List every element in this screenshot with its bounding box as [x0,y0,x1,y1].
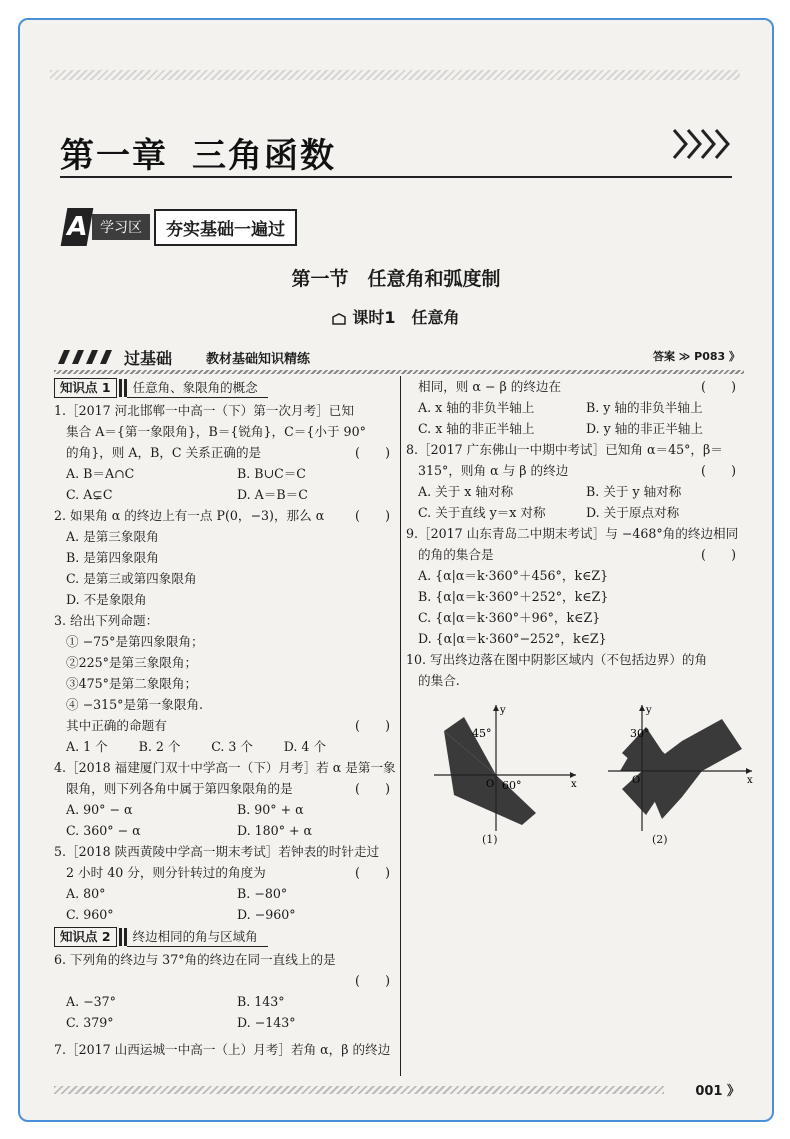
banner-subtitle: 教材基础知识精练 [206,352,311,367]
question-4: 4.［2018 福建厦门双十中学高一（下）月考］若 α 是第一象 限角，则下列各角中属于第四象限角的是 ( ) A. 90° − α B. 90° + α C. 360° − α D. 180° + α [54,760,396,838]
question-2: 2. 如果角 α 的终边上有一点 P(0，−3)，那么 α ( ) A. 是第三象限角 B. 是第四象限角 C. 是第三或第四象限角 D. 不是象限角 [54,508,390,607]
lesson-title: 课时1 任意角 [20,305,772,328]
banner-marks-icon [58,350,118,364]
fig2-origin: O [632,775,641,786]
question-8: 8.［2017 广东佛山一中期中考试］已知角 α＝45°，β＝ 315°，则角 α 与 β 的终边 ( ) A. 关于 x 轴对称 B. 关于 y 轴对称 C. 关于直线 y＝x 对称 D. 关于原点对称 [406,442,736,520]
question-5: 5.［2018 陕西黄陵中学高一期末考试］若钟表的时针走过 2 小时 40 分，则分针转过的角度为 ( ) A. 80° B. −80° C. 960° D. −960° [54,844,390,922]
fig1-origin: O [486,779,495,790]
fig1-angle-60: 60° [502,779,522,792]
question-7-start: 7.［2017 山西运城一中高一（上）月考］若角 α，β 的终边 [54,1042,391,1057]
fig1-angle-45: 45° [472,727,492,740]
practice-banner [54,344,744,368]
page-frame [18,18,774,1122]
fig2-y-label: y [646,705,652,716]
fig2-x-label: x [747,775,753,786]
zone-title: 夯实基础一遍过 [154,209,297,246]
column-divider [400,376,401,1076]
chapter-title: 第一章 三角函数 [60,136,336,176]
chapter-rule [60,176,732,178]
question-3: 3. 给出下列命题： ① −75°是第四象限角； ②225°是第三象限角； ③475°是第二象限角； ④ −315°是第一象限角. 其中正确的命题有 ( ) A. 1 个 B. 2 个 C. 3 个 D. 4 个 [54,613,390,754]
fig2-angle-30: 30° [630,727,650,740]
figure-2 [602,701,762,841]
page-number: 001 》 [695,1084,740,1099]
fig1-y-label: y [500,705,506,716]
knowledge-point-1: 知识点 1 任意角、象限角的概念 [54,378,268,398]
page-footer [54,1082,744,1099]
zone-tag: 学习区 [92,214,150,240]
question-6: 6. 下列角的终边与 37°角的终边在同一直线上的是 ( ) A. −37° B. 143° C. 379° D. −143° [54,952,390,1030]
question-1: 1.［2017 河北邯郸一中高一（下）第一次月考］已知 集合 A＝{第一象限角}，B＝{锐角}，C＝{小于 90° 的角}，则 A，B，C 关系正确的是 ( ) A. B＝A∩C B. B∪C＝C C. A⊊C D. A＝B＝C [54,403,390,502]
right-column [406,376,753,846]
left-column [54,376,396,1060]
fig1-x-label: x [571,779,577,790]
question-9: 9.［2017 山东青岛二中期末考试］与 −468°角的终边相同 的角的集合是 ( ) A. {α|α＝k·360°＋456°，k∈Z} B. {α|α＝k·360°＋252°，k∈Z} C. {α|α＝k·360°＋96°，k∈Z} D. {α|α＝k·360°−252°，k∈Z} [406,526,739,646]
fig1-label: (1) [482,833,498,846]
answer-ref: 答案 ≫ P083 》 [652,350,740,363]
banner-title: 过基础 [124,349,173,368]
figure-1 [426,701,586,841]
figures [406,691,753,846]
top-strip [50,64,740,86]
fig2-label: (2) [652,833,668,846]
zone-header [64,206,297,248]
zone-letter: A [61,208,94,246]
section-title: 第一节 任意角和弧度制 [291,268,501,290]
question-10: 10. 写出终边落在图中阴影区域内（不包括边界）的角 的集合. [406,652,708,688]
textbook-page [20,20,772,1120]
lesson-icon [332,313,346,325]
question-7-cont: 相同，则 α − β 的终边在 ( ) A. x 轴的非负半轴上 B. y 轴的非负半轴上 C. x 轴的非正半轴上 D. y 轴的非正半轴上 [418,379,736,436]
knowledge-point-2: 知识点 2 终边相同的角与区域角 [54,927,268,947]
chevron-decoration-icon [670,124,730,164]
